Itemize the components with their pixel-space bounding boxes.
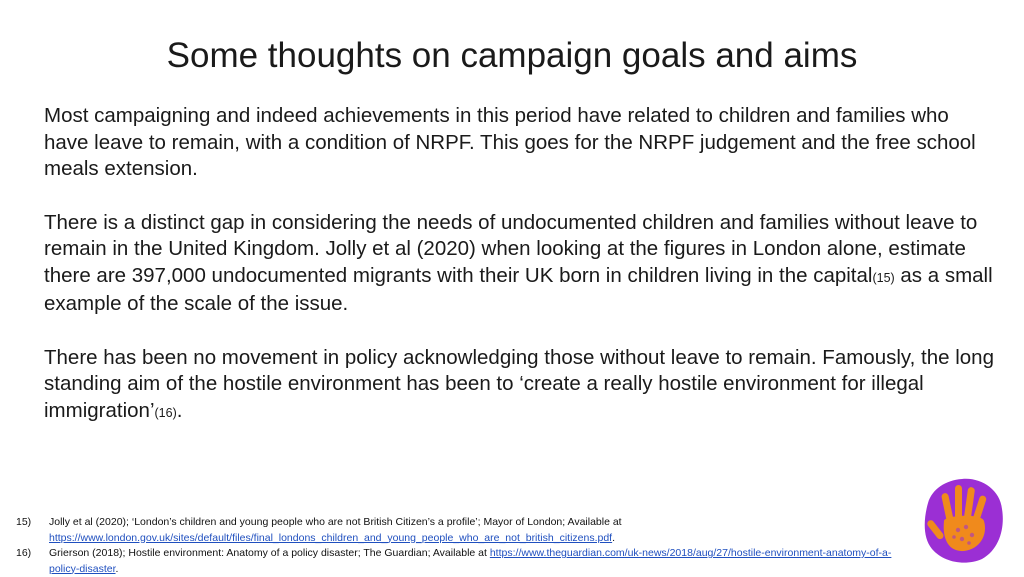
- reference-15: (15): [872, 270, 895, 285]
- footnote-citation: Jolly et al (2020); ‘London’s children and young people who are not British Citizen’s a profile’; Mayor of London; Available at: [49, 516, 622, 528]
- handprint-logo-icon: [922, 475, 1006, 565]
- reference-16: (16): [154, 405, 177, 420]
- paragraph-2: [44, 210, 994, 318]
- paragraph-2-text: There is a distinct gap in considering the needs of undocumented children and families without leave to remain in the United Kingdom. Jolly et al (2020) when looking at the figures in London alone, estimate there are 397,000 undocumented migrants with their UK born in children living in the capital: [44, 210, 978, 287]
- paragraph-3-text: There has been no movement in policy acknowledging those without leave to remain. Famously, the long standing aim of the hostile environment has been to ‘create a really hostile environment for illegal immigration’: [44, 345, 994, 422]
- footnote-text: [49, 515, 906, 546]
- footnote-16: [16, 546, 906, 577]
- footnote-citation: Grierson (2018); Hostile environment: Anatomy of a policy disaster; The Guardian; Available at: [49, 547, 490, 559]
- footnote-number: 16): [16, 547, 32, 559]
- footnote-end: .: [612, 531, 616, 544]
- footnote-link-london[interactable]: https://www.london.gov.uk/sites/default/files/final_londons_children_and_young_people_who_are_not_british_citizens.pdf: [49, 531, 613, 544]
- footnotes: [16, 515, 906, 577]
- paragraph-2-text-end: as a small example of the scale of the issue.: [44, 263, 993, 315]
- page-title: Some thoughts on campaign goals and aims: [166, 36, 858, 75]
- paragraph-3: [44, 345, 994, 427]
- footnote-link-guardian[interactable]: https://www.theguardian.com/uk-news/2018/aug/27/hostile-environment-anatomy-of-a-policy-disaster: [49, 547, 892, 575]
- footnote-text: [49, 546, 906, 577]
- paragraph-3-text-end: .: [176, 398, 183, 422]
- main-content: [44, 103, 994, 453]
- paragraph-1: Most campaigning and indeed achievements in this period have related to children and families who have leave to remain, with a condition of NRPF. This goes for the NRPF judgement and the free school meals extension.: [44, 104, 976, 180]
- footnote-15: [16, 515, 906, 546]
- footnote-end: .: [115, 562, 119, 575]
- footnote-number: 15): [16, 516, 32, 528]
